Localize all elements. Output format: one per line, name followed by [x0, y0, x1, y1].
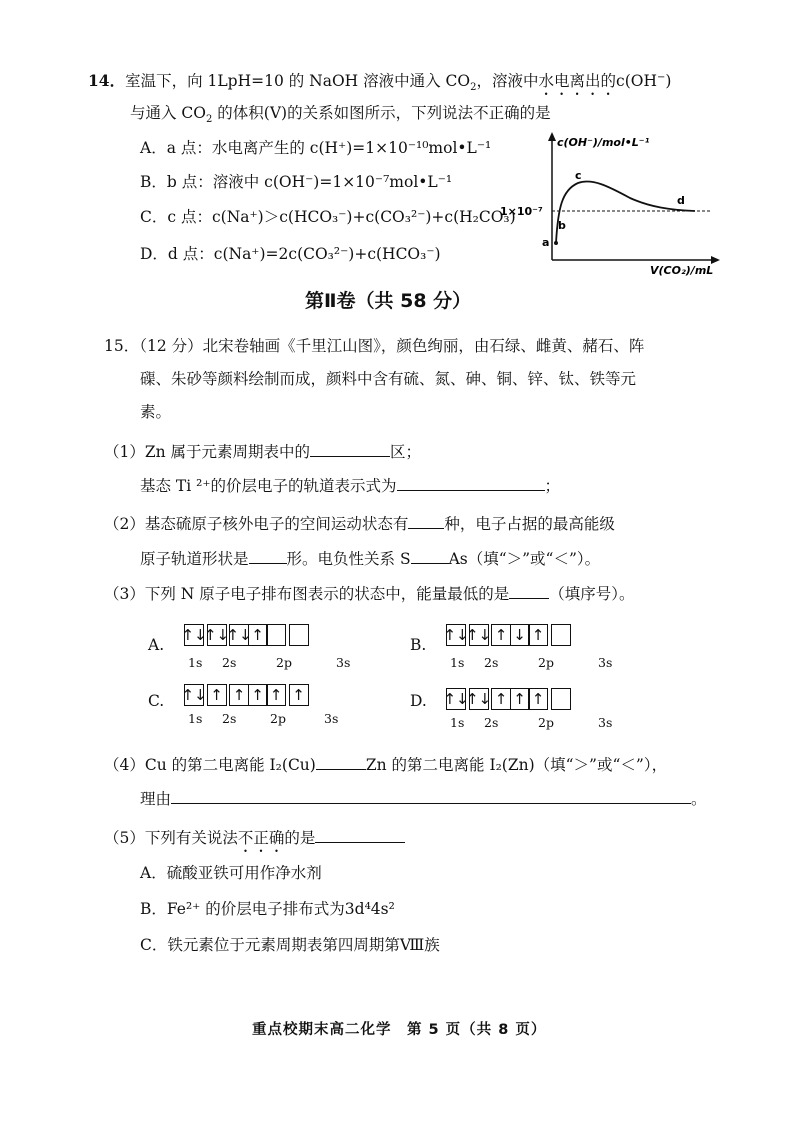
- answer-blank-orbital-shape[interactable]: [249, 547, 287, 564]
- q15-part2b: 原子轨道形状是 形。电负性关系 S As（填“＞”或“＜”）。: [140, 547, 600, 570]
- answer-blank-reason[interactable]: [171, 787, 691, 804]
- q15-part1b: 基态 Ti ²⁺的价层电子的轨道表示式为 ；: [140, 474, 560, 497]
- q14-option-d[interactable]: D．d 点：c(Na⁺)=2c(CO₃²⁻)+c(HCO₃⁻): [140, 245, 441, 263]
- diagram-a-letter: A.: [148, 636, 165, 654]
- point-d-label: d: [677, 194, 685, 207]
- diagram-c-letter: C.: [148, 692, 165, 710]
- answer-blank-s-states[interactable]: [408, 512, 444, 529]
- x-axis-label: V(CO₂)/mL: [650, 264, 714, 277]
- curve: [556, 181, 695, 243]
- box-2s: ↑↓: [203, 626, 230, 644]
- box-2p-2: ↑: [248, 624, 268, 646]
- q15-intro-line3: 素。: [140, 403, 172, 421]
- box-2p-1: ↑↓: [226, 626, 252, 644]
- diagram-d-letter: D.: [410, 692, 427, 710]
- q14-option-b[interactable]: B．b 点：溶液中 c(OH⁻)=1×10⁻⁷mol•L⁻¹: [140, 173, 453, 191]
- answer-blank-ti-orbital[interactable]: [397, 474, 545, 491]
- box-3s: [289, 624, 309, 646]
- box-2p-3: [266, 624, 286, 646]
- q15-part5-option-a[interactable]: A．硫酸亚铁可用作净水剂: [140, 864, 322, 882]
- q14-option-a[interactable]: A．a 点：水电离产生的 c(H⁺)=1×10⁻¹⁰mol•L⁻¹: [140, 139, 492, 157]
- q14-option-c[interactable]: C．c 点：c(Na⁺)＞c(HCO₃⁻)+c(CO₃²⁻)+c(H₂CO₃): [140, 208, 516, 226]
- answer-blank-zn-block[interactable]: [310, 440, 390, 457]
- q15-part5: （5）下列有关说法不正确的是: [104, 826, 405, 856]
- answer-blank-electronegativity[interactable]: [411, 547, 449, 564]
- point-a: [554, 241, 558, 245]
- point-c-label: c: [575, 169, 582, 182]
- oh-vs-co2-graph: [500, 128, 730, 280]
- q15-intro-line1: 15．（12 分）北宋卷轴画《千里江山图》，颜色绚丽，由石绿、雌黄、赭石、阵: [104, 337, 645, 355]
- q15-part5-option-c[interactable]: C．铁元素位于元素周期表第四周期第Ⅷ族: [140, 936, 440, 954]
- y-axis-label: c(OH⁻)/mol•L⁻¹: [557, 136, 650, 149]
- y-axis-arrow: [548, 132, 556, 141]
- q15-intro-line2: 磲、朱砂等颜料绘制而成，颜料中含有硫、氮、砷、铜、锌、钛、铁等元: [140, 370, 637, 388]
- answer-blank-incorrect[interactable]: [315, 826, 405, 843]
- box-1s: ↑↓: [181, 626, 207, 644]
- page-footer: 重点校期末高二化学 第 5 页（共 8 页）: [252, 1022, 547, 1038]
- q15-part4a: （4）Cu 的第二电离能 I₂(Cu) Zn 的第二电离能 I₂(Zn)（填“＞”或“＜”），: [104, 753, 667, 776]
- q15-part3: （3）下列 N 原子电子排布图表示的状态中，能量最低的是 （填序号）。: [104, 582, 635, 605]
- q15-part5-option-b[interactable]: B．Fe²⁺ 的价层电子排布式为3d⁴4s²: [140, 900, 395, 918]
- x-axis-arrow: [711, 256, 720, 264]
- q14-line2: 与通入 $CO_2$ 的体积(V)的关系如图所示，下列说法不正确的是: [130, 104, 551, 126]
- answer-blank-ionization[interactable]: [316, 753, 366, 770]
- q14-line1: 14．室温下，向 1LpH=10 的 NaOH 溶液中通入 $CO_2$，溶液中水电离出的c(OH−): [88, 71, 672, 94]
- point-b-label: b: [558, 219, 566, 232]
- q15-part4b: 理由 。: [140, 787, 707, 810]
- diagram-b-letter: B.: [410, 636, 427, 654]
- section-title: 第Ⅱ卷（共 58 分）: [305, 290, 472, 312]
- answer-blank-lowest-energy[interactable]: [509, 582, 549, 599]
- q15-part2a: （2）基态硫原子核外电子的空间运动状态有 种，电子占据的最高能级: [104, 512, 615, 535]
- reference-label: 1×10⁻⁷: [500, 205, 543, 218]
- q15-part1a: （1）Zn 属于元素周期表中的 区；: [104, 440, 421, 463]
- point-a-label: a: [542, 236, 550, 249]
